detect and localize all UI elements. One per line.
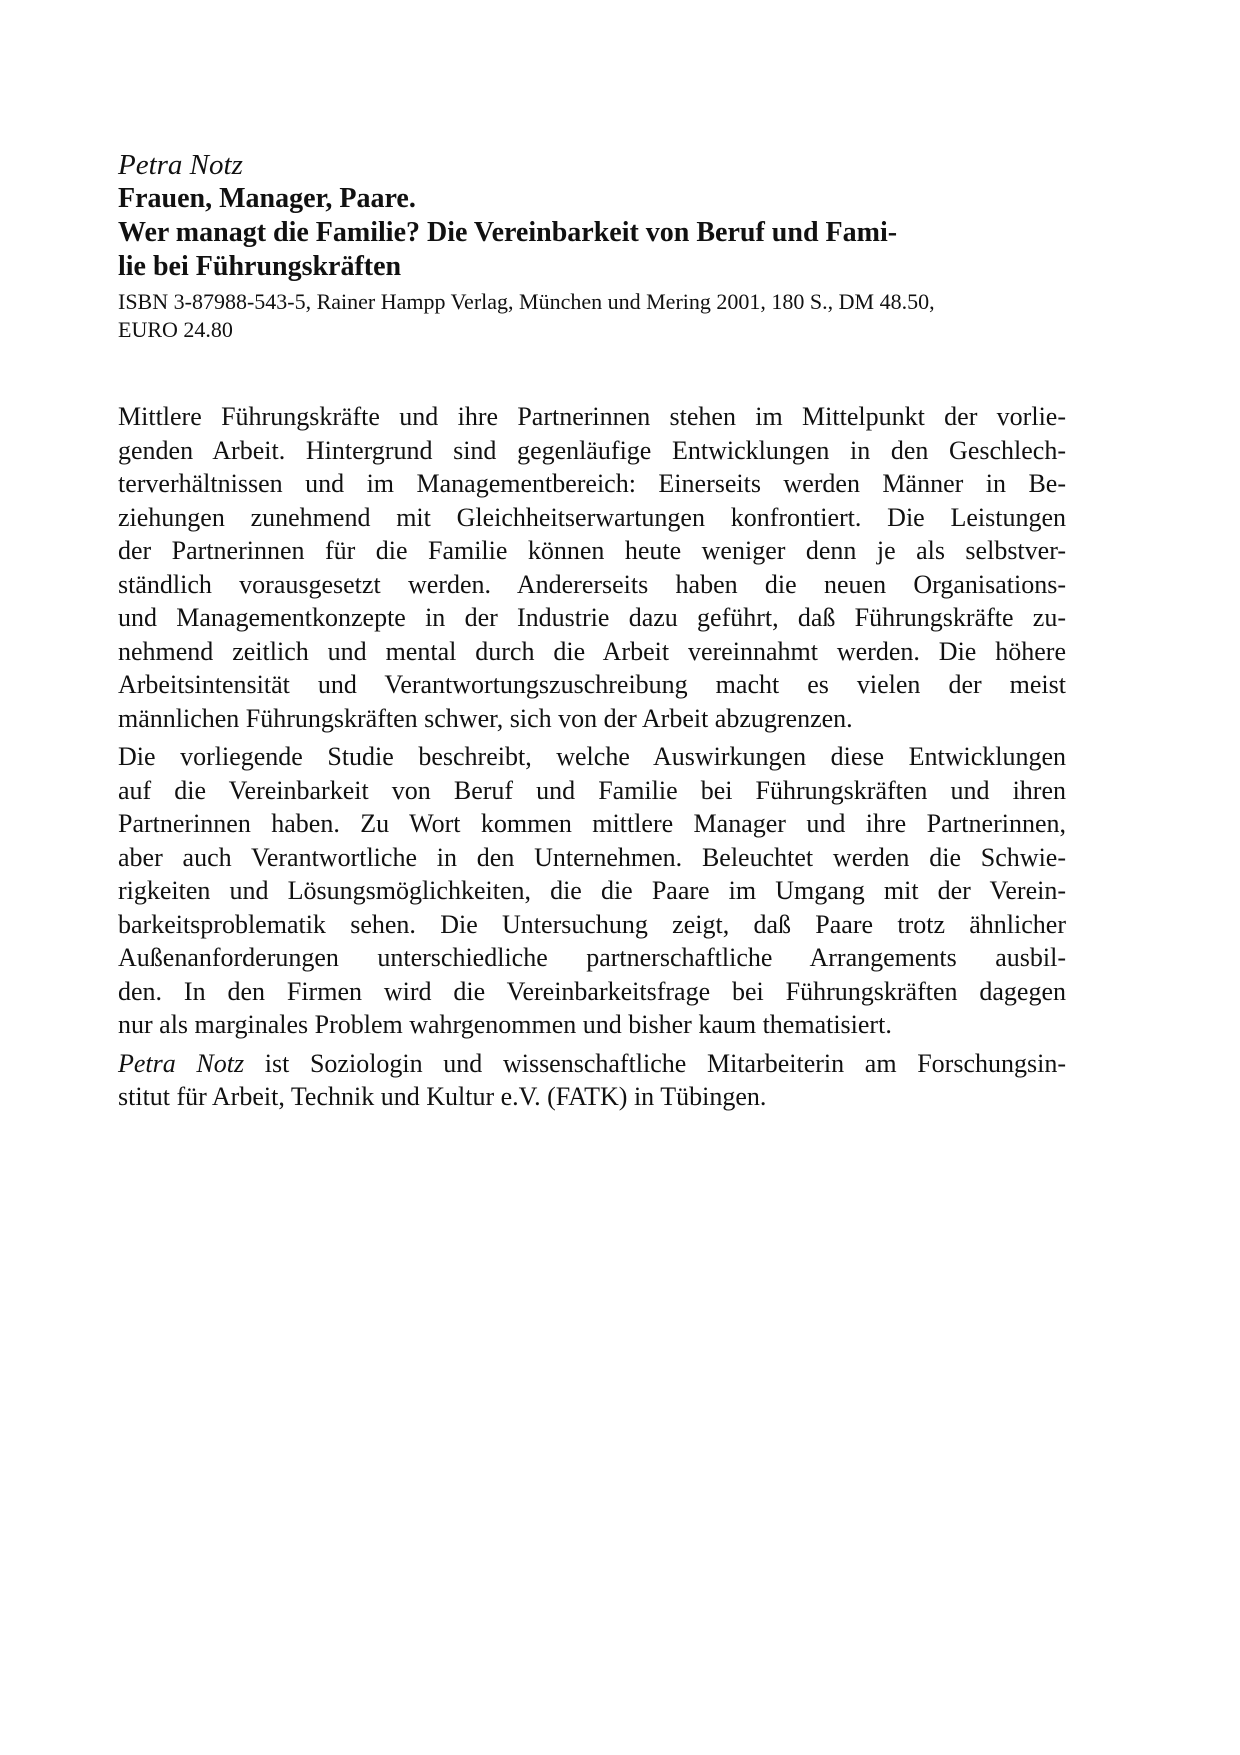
text-line: terverhältnissen und im Managementbereich: Einerseits werden Männer in Be- [118, 469, 1066, 498]
subtitle-line: Wer managt die Familie? Die Vereinbarkeit von Beruf und Fami- [118, 217, 898, 248]
text-line: nehmend zeitlich und mental durch die Arbeit vereinnahmt werden. Die höhere [118, 636, 1066, 666]
abstract-paragraph-1 [118, 400, 1066, 735]
text-line: den. In den Firmen wird die Vereinbarkeitsfrage bei Führungskräften dagegen [118, 976, 1066, 1006]
text-line: rigkeiten und Lösungsmöglichkeiten, die die Paare im Umgang mit der Verein- [118, 876, 1066, 905]
publication-info [118, 288, 1066, 344]
text-line: genden Arbeit. Hintergrund sind gegenläufige Entwicklungen in den Geschlech- [118, 435, 1066, 465]
text-line: Partnerinnen haben. Zu Wort kommen mittlere Manager und ihre Partnerinnen, [118, 809, 1066, 838]
text-line: Arbeitsintensität und Verantwortungszuschreibung macht es vielen der meist [118, 670, 1066, 699]
bio-text: ist Soziologin und wissenschaftliche Mitarbeiterin am Forschungsin- [244, 1048, 1066, 1078]
text-line: ziehungen zunehmend mit Gleichheitserwartungen konfrontiert. Die Leistungen [118, 502, 1066, 532]
text-line: stitut für Arbeit, Technik und Kultur e.V. (FATK) in Tübingen. [118, 1082, 767, 1111]
book-subtitle [118, 216, 1066, 284]
author-name: Petra Notz [118, 149, 243, 181]
text-line: ständlich vorausgesetzt werden. Andererseits haben die neuen Organisations- [118, 569, 1066, 599]
author-bio [118, 1047, 1066, 1114]
subtitle-line: lie bei Führungskräften [118, 251, 402, 282]
text-line: Die vorliegende Studie beschreibt, welche Auswirkungen diese Entwicklungen [118, 742, 1066, 771]
text-line: Außenanforderungen unterschiedliche partnerschaftliche Arrangements ausbil- [118, 943, 1066, 972]
document-page [118, 148, 1066, 1119]
book-title: Frauen, Manager, Paare. [118, 183, 416, 214]
publication-line: EURO 24.80 [118, 317, 233, 342]
text-line: Mittlere Führungskräfte und ihre Partnerinnen stehen im Mittelpunkt der vorlie- [118, 402, 1066, 431]
text-line: der Partnerinnen für die Familie können heute weniger denn je als selbstver- [118, 536, 1066, 565]
text-line: auf die Vereinbarkeit von Beruf und Familie bei Führungskräften und ihren [118, 775, 1066, 805]
text-line [118, 1047, 1066, 1081]
bio-author-name: Petra Notz [118, 1048, 245, 1078]
text-line: und Managementkonzepte in der Industrie dazu geführt, daß Führungskräfte zu- [118, 603, 1066, 632]
text-line: barkeitsproblematik sehen. Die Untersuchung zeigt, daß Paare trotz ähnlicher [118, 909, 1066, 939]
text-line: aber auch Verantwortliche in den Unternehmen. Beleuchtet werden die Schwie- [118, 842, 1066, 872]
publication-line: ISBN 3-87988-543-5, Rainer Hampp Verlag, München und Mering 2001, 180 S., DM 48.50, [118, 289, 935, 314]
abstract-paragraph-2 [118, 740, 1066, 1042]
abstract [118, 400, 1066, 1114]
text-line: nur als marginales Problem wahrgenommen und bisher kaum thematisiert. [118, 1010, 892, 1039]
text-line: männlichen Führungskräften schwer, sich von der Arbeit abzugrenzen. [118, 703, 853, 733]
